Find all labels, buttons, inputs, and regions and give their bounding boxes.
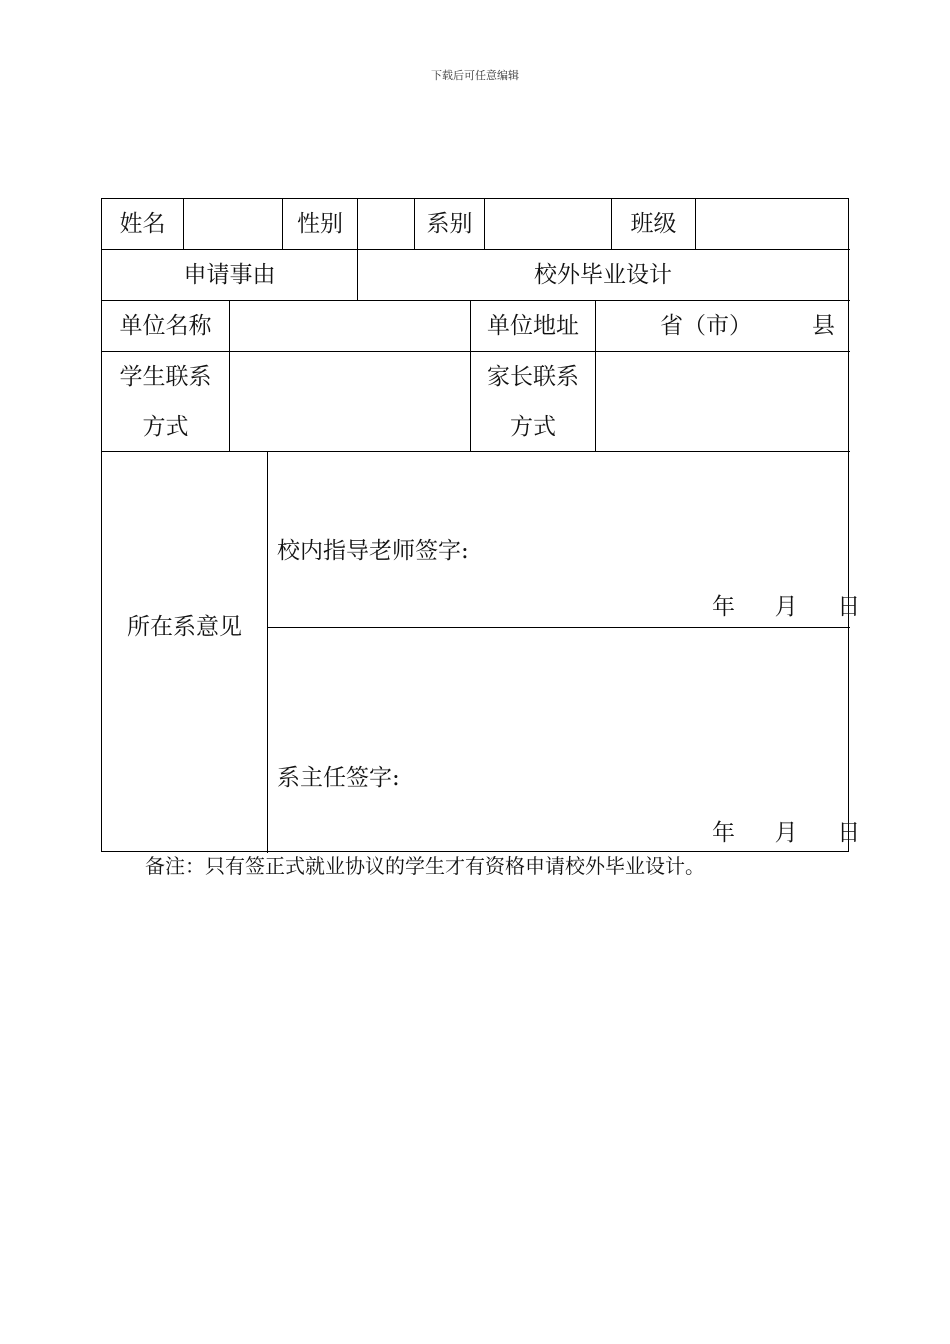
parent-contact-label: [471, 352, 595, 452]
page-header: 下载后可任意编辑: [431, 69, 519, 82]
parent-contact-line1: 家长联系: [487, 364, 579, 390]
parent-contact-line2: 方式: [510, 414, 556, 440]
parent-contact-field[interactable]: [596, 352, 848, 451]
reason-label: 申请事由: [183, 262, 276, 288]
advisor-sign-date: [712, 588, 860, 621]
unit-name-label: 单位名称: [119, 313, 212, 339]
director-sign-date: [712, 814, 860, 847]
department-opinion-label: 所在系意见: [127, 614, 242, 640]
date-year: 年: [712, 594, 735, 620]
name-field[interactable]: [184, 199, 282, 249]
date-day: 日: [837, 820, 861, 846]
county-text: 县: [812, 313, 835, 339]
province-text: 省（市）: [660, 313, 752, 339]
reason-value: 校外毕业设计: [534, 262, 672, 288]
application-form-table: [101, 198, 861, 852]
date-month: 月: [774, 594, 798, 620]
col-divider: [267, 451, 268, 853]
student-contact-line1: 学生联系: [119, 364, 212, 390]
unit-address-label: 单位地址: [487, 313, 579, 339]
date-day: 日: [837, 594, 861, 620]
date-month: 月: [774, 820, 798, 846]
name-label: 姓名: [119, 211, 166, 237]
row-divider: [267, 627, 850, 628]
footnote: 备注：只有签正式就业协议的学生才有资格申请校外毕业设计。: [145, 854, 705, 878]
gender-field[interactable]: [358, 199, 414, 249]
department-field[interactable]: [485, 199, 611, 249]
class-label: 班级: [630, 211, 677, 237]
student-contact-line2: 方式: [142, 414, 189, 440]
student-contact-label: [102, 352, 229, 452]
date-year: 年: [712, 820, 735, 846]
student-contact-field[interactable]: [230, 352, 470, 451]
department-label: 系别: [426, 211, 473, 237]
director-sign-label: 系主任签字:: [277, 765, 400, 791]
unit-name-field[interactable]: [230, 301, 470, 351]
class-field[interactable]: [696, 199, 848, 249]
advisor-sign-label: 校内指导老师签字:: [277, 538, 469, 564]
gender-label: 性别: [297, 211, 343, 237]
